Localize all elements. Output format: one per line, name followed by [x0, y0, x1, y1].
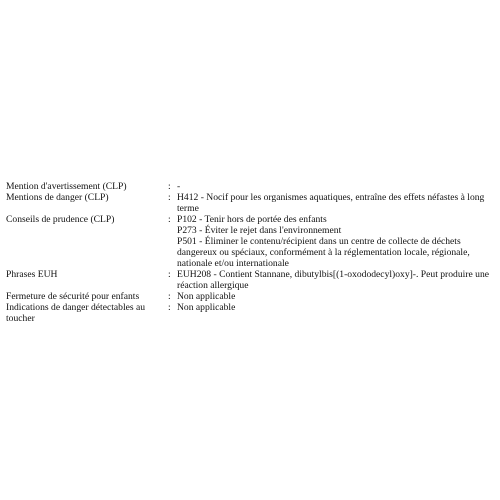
row-colon: : [168, 181, 171, 192]
row-label: Fermeture de sécurité pour enfants [6, 291, 140, 302]
value-line: P501 - Éliminer le contenu/récipient dans un centre de collecte de déchets dangereux ou spéciaux, conformément à la réglementation locale, régionale, nationale et/ou internationale [177, 236, 470, 269]
row-value [177, 214, 493, 269]
row-colon: : [168, 192, 171, 203]
row-colon: : [168, 302, 171, 313]
row-label: Phrases EUH [6, 269, 58, 280]
row-signal-word [0, 181, 500, 192]
row-label: Mentions de danger (CLP) [6, 192, 109, 203]
value-line: - [177, 181, 181, 192]
row-value [177, 181, 493, 192]
value-line: P102 - Tenir hors de portée des enfants [177, 214, 327, 225]
row-tactile-warning [0, 302, 500, 324]
value-line: EUH208 - Contient Stannane, dibutylbis[(1-oxododecyl)oxy]-. Peut produire une réaction allergique [177, 269, 490, 291]
row-precautionary-statements [0, 214, 500, 269]
row-colon: : [168, 214, 171, 225]
value-line: P273 - Éviter le rejet dans l'environnement [177, 225, 342, 236]
row-value [177, 192, 493, 214]
row-value [177, 302, 493, 313]
row-label: Mention d'avertissement (CLP) [6, 181, 127, 192]
row-colon: : [168, 291, 171, 302]
row-euh-phrases [0, 269, 500, 291]
value-line: H412 - Nocif pour les organismes aquatiques, entraîne des effets néfastes à long terme [177, 192, 485, 214]
label-elements-section [0, 181, 500, 324]
row-child-resistant-fastening [0, 291, 500, 302]
row-value [177, 269, 493, 291]
row-colon: : [168, 269, 171, 280]
row-label: Indications de danger détectables au toucher [6, 302, 146, 324]
value-line: Non applicable [177, 291, 236, 302]
value-line: Non applicable [177, 302, 236, 313]
row-hazard-statements [0, 192, 500, 214]
row-value [177, 291, 493, 302]
row-label: Conseils de prudence (CLP) [6, 214, 115, 225]
